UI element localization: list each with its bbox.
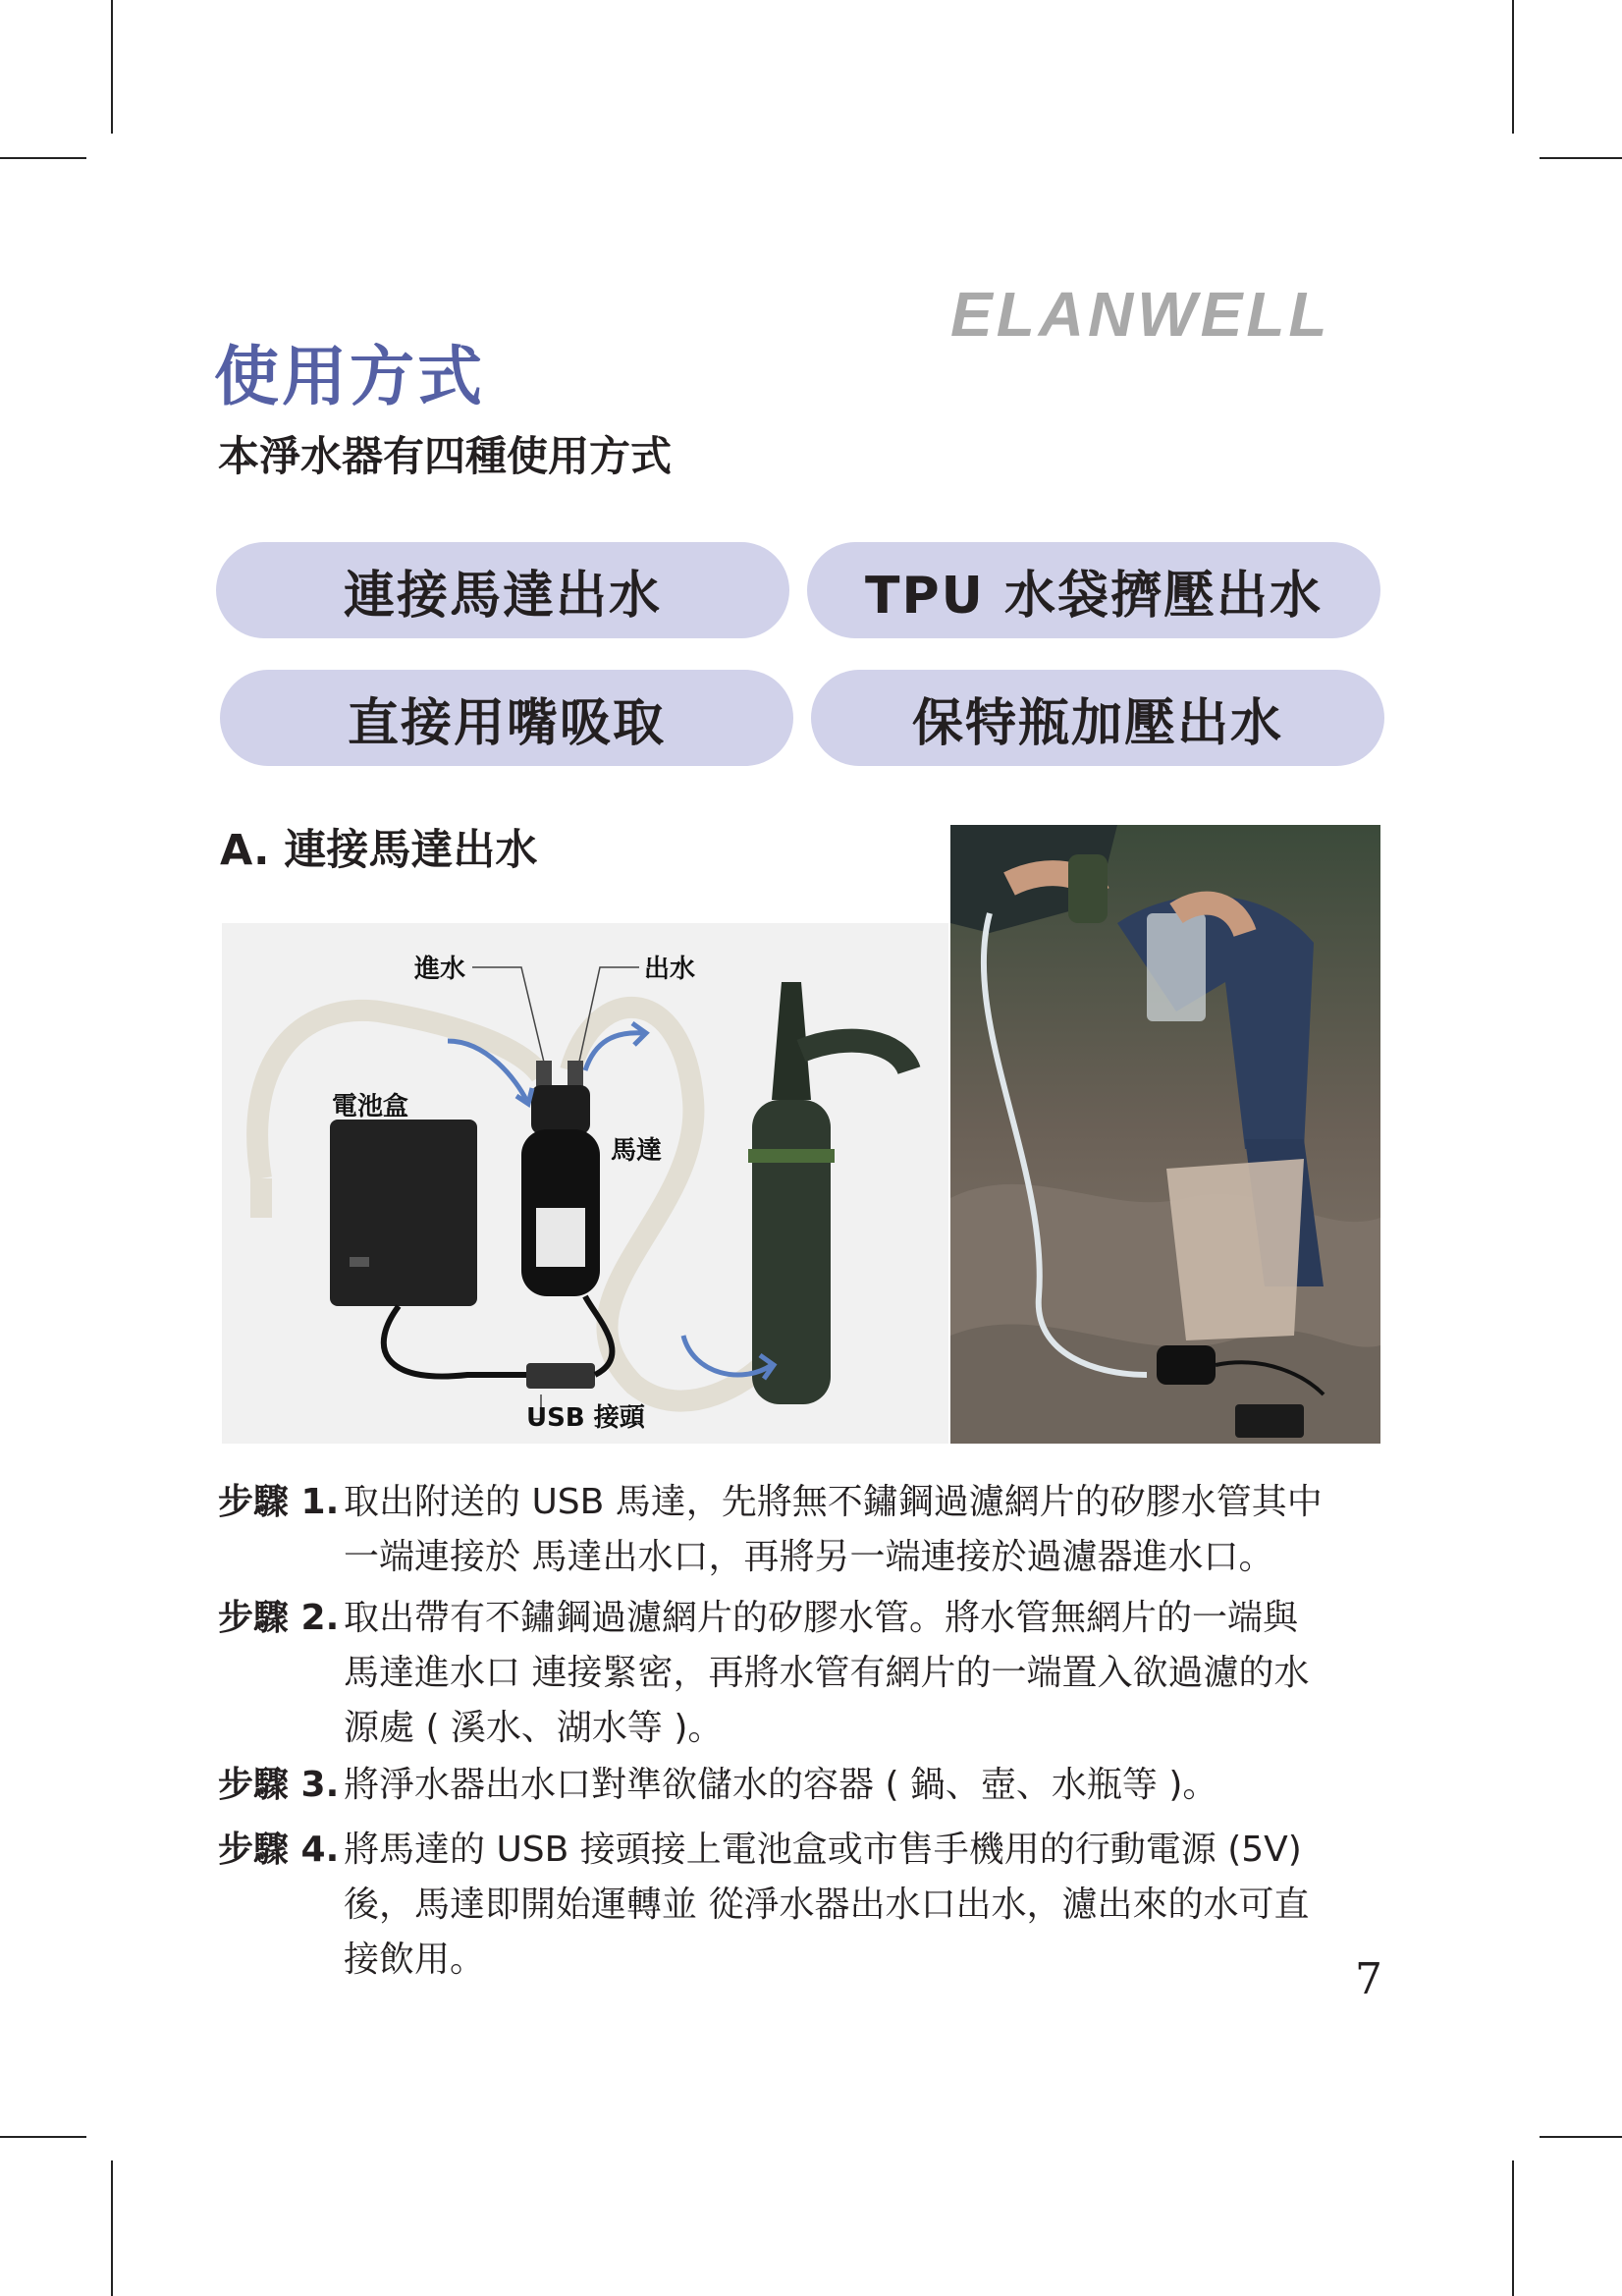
outlet-label: 出水 [644,955,696,984]
step-line: 馬達進水口 連接緊密，再將水管有網片的一端置入欲過濾的水 [344,1653,1310,1693]
page-subtitle: 本淨水器有四種使用方式 [218,432,673,480]
glass [1147,913,1206,1021]
crop-mark-tl-v [111,0,113,134]
motor [1157,1345,1216,1385]
step-line: 源處 ( 溪水、湖水等 )。 [344,1708,724,1748]
step-4 [218,1823,1396,1992]
step-line: 一端連接於 馬達出水口，再將另一端連接於過濾器進水口。 [344,1537,1274,1577]
method-pill-bottle: 保特瓶加壓出水 [811,670,1384,766]
step-1-label: 步驟 1. [218,1482,340,1522]
battery-box-label: 電池盒 [332,1092,409,1121]
inlet-label: 進水 [414,955,466,984]
battery-box [330,1120,477,1306]
step-line: 取出附送的 USB 馬達，先將無不鏽鋼過濾網片的矽膠水管其中 [344,1482,1323,1522]
step-line: 取出帶有不鏽鋼過濾網片的矽膠水管。將水管無網片的一端與 [344,1598,1299,1638]
crop-mark-br-v [1512,2160,1514,2296]
water-container [1166,1159,1304,1340]
method-pill-tpu-bag: TPU 水袋擠壓出水 [807,542,1380,638]
crop-mark-tr-v [1512,0,1514,134]
usb-label: USB 接頭 [526,1403,645,1433]
section-a-title: A. 連接馬達出水 [220,826,538,875]
svg-text:ELANWELL: ELANWELL [950,279,1331,346]
elanwell-logo [950,257,1382,346]
motor-label: 馬達 [611,1136,663,1166]
page-title: 使用方式 [214,339,485,414]
field-use-photo [950,825,1380,1444]
battery [1235,1404,1304,1438]
crop-mark-tr-h [1540,157,1622,159]
crop-mark-tl-h [0,157,86,159]
filter-in-hand [1068,854,1108,923]
step-line: 接飲用。 [344,1940,486,1980]
step-2 [218,1591,1396,1760]
crop-mark-bl-v [111,2160,113,2296]
step-2-label: 步驟 2. [218,1598,340,1638]
usb-connector [526,1363,595,1389]
crop-mark-bl-h [0,2136,86,2138]
motor-top [531,1085,590,1134]
crop-mark-br-h [1540,2136,1622,2138]
step-3 [218,1758,1396,1817]
step-line: 後，馬達即開始運轉並 從淨水器出水口出水，濾出來的水可直 [344,1885,1310,1925]
step-1 [218,1475,1396,1589]
step-3-label: 步驟 3. [218,1765,340,1805]
method-pill-motor: 連接馬達出水 [216,542,789,638]
step-4-label: 步驟 4. [218,1830,340,1870]
step-line: 將馬達的 USB 接頭接上電池盒或市售手機用的行動電源 (5V) [344,1830,1302,1870]
page-number: 7 [1355,1954,1382,2004]
step-line: 將淨水器出水口對準欲儲水的容器 ( 鍋、壺、水瓶等 )。 [344,1765,1218,1805]
method-pill-mouth: 直接用嘴吸取 [220,670,793,766]
motor-setup-photo [222,923,948,1444]
